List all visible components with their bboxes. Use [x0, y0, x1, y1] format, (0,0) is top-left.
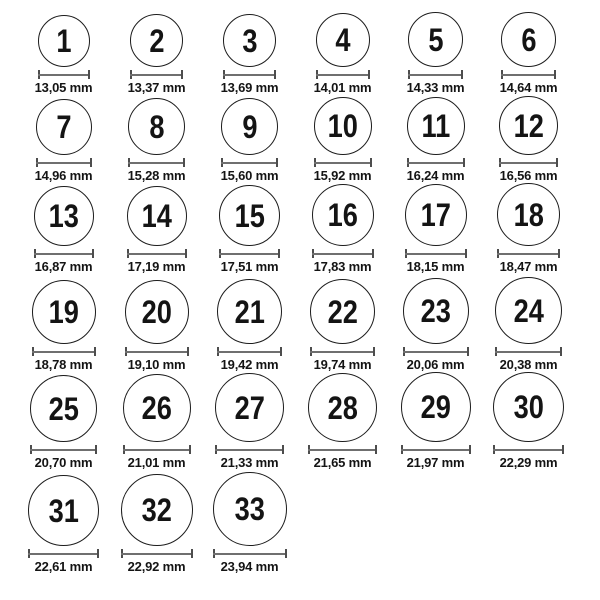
diameter-label: 18,15 mm [406, 259, 465, 274]
ring-circle [312, 184, 374, 246]
chart-row [17, 274, 575, 372]
measure-line [316, 74, 370, 76]
measure-tick-right [463, 158, 465, 167]
ring-circle [123, 374, 191, 442]
diameter-measure [125, 347, 189, 356]
ring-size-number: 19 [48, 294, 79, 330]
measure-line [32, 351, 96, 353]
measure-line [30, 449, 97, 451]
ring-size-cell [296, 372, 389, 470]
ring-size-number: 32 [141, 492, 172, 528]
diameter-label: 20,38 mm [499, 357, 558, 372]
measure-line [497, 253, 560, 255]
ring-circle [407, 97, 465, 155]
ring-size-number: 26 [141, 390, 172, 426]
diameter-measure [308, 445, 377, 454]
ring-size-cell [203, 183, 296, 274]
diameter-label: 19,42 mm [220, 357, 279, 372]
measure-line [314, 162, 372, 164]
ring-size-cell [203, 372, 296, 470]
diameter-measure [127, 249, 187, 258]
measure-line [312, 253, 374, 255]
measure-line [123, 449, 191, 451]
ring-circle [493, 372, 564, 442]
ring-circle [121, 474, 193, 546]
ring-size-number: 31 [48, 492, 79, 529]
ring-size-number: 29 [420, 389, 451, 425]
diameter-label: 15,60 mm [220, 168, 279, 183]
measure-tick-right [278, 249, 280, 258]
measure-line [499, 162, 558, 164]
measure-tick-right [465, 249, 467, 258]
measure-tick-right [560, 347, 562, 356]
ring-size-cell [389, 95, 482, 183]
measure-line [215, 449, 284, 451]
measure-tick-right [90, 158, 92, 167]
ring-size-number: 17 [420, 197, 451, 233]
ring-circle [403, 278, 469, 344]
ring-size-cell [17, 0, 110, 95]
ring-size-number: 8 [148, 108, 165, 145]
ring-size-number: 10 [327, 108, 358, 144]
ring-circle [130, 14, 183, 67]
diameter-measure [403, 347, 469, 356]
measure-line [36, 162, 92, 164]
diameter-label: 13,05 mm [34, 80, 93, 95]
measure-line [217, 351, 282, 353]
diameter-measure [38, 70, 90, 79]
ring-size-number: 18 [513, 196, 544, 233]
diameter-measure [312, 249, 374, 258]
ring-circle [213, 472, 287, 546]
diameter-label: 13,69 mm [220, 80, 279, 95]
diameter-measure [121, 549, 193, 558]
measure-line [121, 553, 193, 555]
ring-size-cell [482, 0, 575, 95]
ring-size-cell [389, 0, 482, 95]
ring-size-cell [110, 470, 203, 574]
diameter-label: 19,10 mm [127, 357, 186, 372]
measure-line [130, 74, 183, 76]
measure-line [125, 351, 189, 353]
ring-size-cell [389, 183, 482, 274]
measure-tick-right [95, 445, 97, 454]
measure-tick-right [97, 549, 99, 558]
diameter-measure [314, 158, 372, 167]
ring-size-number: 1 [55, 23, 72, 59]
diameter-measure [28, 549, 99, 558]
ring-circle [28, 475, 99, 546]
measure-tick-right [554, 70, 556, 79]
ring-circle [405, 184, 467, 246]
ring-size-cell [296, 183, 389, 274]
ring-size-cell [203, 0, 296, 95]
diameter-label: 13,37 mm [127, 80, 186, 95]
ring-circle [308, 373, 377, 442]
diameter-label: 17,19 mm [127, 259, 186, 274]
diameter-measure [497, 249, 560, 258]
ring-circle [314, 97, 372, 155]
diameter-measure [30, 445, 97, 454]
ring-size-number: 13 [48, 198, 79, 234]
ring-size-cell [110, 372, 203, 470]
diameter-label: 19,74 mm [313, 357, 372, 372]
measure-line [219, 253, 280, 255]
diameter-measure [128, 158, 185, 167]
measure-tick-right [276, 158, 278, 167]
diameter-measure [401, 445, 471, 454]
ring-size-cell [482, 274, 575, 372]
measure-line [213, 553, 287, 555]
measure-line [310, 351, 375, 353]
ring-size-number: 2 [148, 22, 165, 59]
ring-size-cell [110, 95, 203, 183]
measure-tick-right [556, 158, 558, 167]
diameter-label: 14,33 mm [406, 80, 465, 95]
ring-circle [34, 186, 94, 246]
ring-size-cell [17, 470, 110, 574]
ring-circle [401, 372, 471, 442]
diameter-label: 20,70 mm [34, 455, 93, 470]
diameter-label: 17,83 mm [313, 259, 372, 274]
ring-size-chart [17, 0, 575, 574]
measure-line [28, 553, 99, 555]
ring-size-number: 30 [513, 389, 544, 426]
measure-line [408, 74, 463, 76]
diameter-measure [217, 347, 282, 356]
measure-tick-right [461, 70, 463, 79]
ring-circle [215, 373, 284, 442]
ring-size-cell [203, 470, 296, 574]
diameter-label: 22,29 mm [499, 455, 558, 470]
diameter-label: 18,47 mm [499, 259, 558, 274]
measure-line [405, 253, 467, 255]
measure-tick-right [185, 249, 187, 258]
chart-row [17, 470, 575, 574]
ring-size-cell [17, 274, 110, 372]
ring-size-number: 11 [421, 108, 450, 144]
ring-size-cell [110, 0, 203, 95]
diameter-measure [407, 158, 465, 167]
ring-circle [221, 98, 278, 155]
diameter-measure [130, 70, 183, 79]
ring-size-number: 6 [520, 21, 537, 58]
ring-circle [217, 279, 282, 344]
ring-size-number: 16 [327, 197, 358, 233]
ring-size-cell [389, 274, 482, 372]
diameter-label: 21,65 mm [313, 455, 372, 470]
measure-line [407, 162, 465, 164]
ring-size-number: 15 [234, 197, 265, 234]
measure-line [308, 449, 377, 451]
ring-size-number: 4 [334, 22, 351, 58]
diameter-measure [405, 249, 467, 258]
ring-size-cell [482, 372, 575, 470]
ring-size-number: 27 [234, 389, 265, 426]
ring-circle [316, 13, 370, 67]
diameter-measure [310, 347, 375, 356]
diameter-label: 14,96 mm [34, 168, 93, 183]
ring-size-cell [17, 183, 110, 274]
diameter-label: 22,92 mm [127, 559, 186, 574]
measure-line [403, 351, 469, 353]
ring-size-cell [389, 372, 482, 470]
ring-size-cell [17, 95, 110, 183]
ring-circle [310, 279, 375, 344]
ring-size-cell [17, 372, 110, 470]
measure-tick-right [372, 249, 374, 258]
diameter-measure [219, 249, 280, 258]
measure-tick-right [92, 249, 94, 258]
ring-size-cell [296, 95, 389, 183]
diameter-label: 14,01 mm [313, 80, 372, 95]
ring-size-cell [110, 274, 203, 372]
ring-circle [30, 375, 97, 442]
diameter-label: 16,56 mm [499, 168, 558, 183]
ring-size-number: 20 [141, 294, 172, 330]
measure-tick-right [187, 347, 189, 356]
measure-tick-right [189, 445, 191, 454]
measure-tick-right [469, 445, 471, 454]
ring-size-number: 28 [327, 389, 358, 426]
ring-circle [125, 280, 189, 344]
measure-line [221, 162, 278, 164]
ring-circle [495, 277, 562, 344]
ring-size-number: 7 [55, 109, 72, 145]
measure-tick-right [375, 445, 377, 454]
diameter-measure [213, 549, 287, 558]
ring-circle [501, 12, 556, 67]
diameter-measure [493, 445, 564, 454]
ring-size-cell [203, 274, 296, 372]
diameter-measure [36, 158, 92, 167]
measure-tick-right [373, 347, 375, 356]
measure-line [128, 162, 185, 164]
ring-size-cell [110, 183, 203, 274]
diameter-measure [221, 158, 278, 167]
diameter-measure [316, 70, 370, 79]
measure-line [501, 74, 556, 76]
measure-tick-right [183, 158, 185, 167]
diameter-measure [123, 445, 191, 454]
measure-tick-right [562, 445, 564, 454]
chart-row [17, 0, 575, 95]
chart-row [17, 183, 575, 274]
measure-tick-right [94, 347, 96, 356]
ring-size-number: 22 [327, 293, 358, 330]
ring-circle [32, 280, 96, 344]
measure-tick-right [370, 158, 372, 167]
ring-circle [219, 185, 280, 246]
measure-tick-right [88, 70, 90, 79]
measure-line [493, 449, 564, 451]
ring-size-number: 3 [241, 22, 258, 59]
diameter-label: 15,92 mm [313, 168, 372, 183]
chart-row [17, 372, 575, 470]
measure-line [223, 74, 276, 76]
ring-size-number: 9 [241, 108, 258, 145]
ring-circle [128, 98, 185, 155]
ring-size-number: 24 [513, 292, 544, 329]
measure-tick-right [274, 70, 276, 79]
ring-size-cell [296, 0, 389, 95]
diameter-label: 22,61 mm [34, 559, 93, 574]
ring-circle [499, 96, 558, 155]
ring-size-cell [482, 183, 575, 274]
ring-size-cell [296, 274, 389, 372]
diameter-label: 20,06 mm [406, 357, 465, 372]
measure-tick-right [558, 249, 560, 258]
ring-size-number: 21 [234, 293, 265, 330]
measure-tick-right [280, 347, 282, 356]
diameter-label: 23,94 mm [220, 559, 279, 574]
ring-circle [408, 12, 463, 67]
measure-line [34, 253, 94, 255]
ring-circle [223, 14, 276, 67]
ring-size-cell [203, 95, 296, 183]
ring-circle [127, 186, 187, 246]
chart-row [17, 95, 575, 183]
ring-size-number: 14 [141, 198, 172, 234]
measure-tick-right [368, 70, 370, 79]
diameter-label: 21,97 mm [406, 455, 465, 470]
diameter-measure [223, 70, 276, 79]
diameter-measure [495, 347, 562, 356]
diameter-label: 16,87 mm [34, 259, 93, 274]
measure-tick-right [181, 70, 183, 79]
measure-tick-right [467, 347, 469, 356]
diameter-measure [215, 445, 284, 454]
diameter-measure [499, 158, 558, 167]
diameter-measure [501, 70, 556, 79]
diameter-label: 14,64 mm [499, 80, 558, 95]
ring-size-number: 33 [234, 491, 265, 527]
diameter-label: 21,01 mm [127, 455, 186, 470]
diameter-measure [408, 70, 463, 79]
diameter-measure [32, 347, 96, 356]
diameter-label: 15,28 mm [127, 168, 186, 183]
ring-circle [497, 183, 560, 246]
measure-tick-right [282, 445, 284, 454]
measure-tick-right [285, 549, 287, 558]
measure-line [38, 74, 90, 76]
ring-size-cell [482, 95, 575, 183]
diameter-label: 17,51 mm [220, 259, 279, 274]
diameter-label: 16,24 mm [406, 168, 465, 183]
diameter-label: 18,78 mm [34, 357, 93, 372]
diameter-label: 21,33 mm [220, 455, 279, 470]
ring-size-number: 12 [513, 107, 544, 144]
ring-circle [36, 99, 92, 155]
ring-size-number: 5 [427, 21, 444, 58]
measure-line [127, 253, 187, 255]
measure-line [495, 351, 562, 353]
ring-size-number: 23 [420, 293, 451, 329]
ring-circle [38, 15, 90, 67]
diameter-measure [34, 249, 94, 258]
measure-line [401, 449, 471, 451]
ring-size-number: 25 [48, 390, 79, 427]
measure-tick-right [191, 549, 193, 558]
